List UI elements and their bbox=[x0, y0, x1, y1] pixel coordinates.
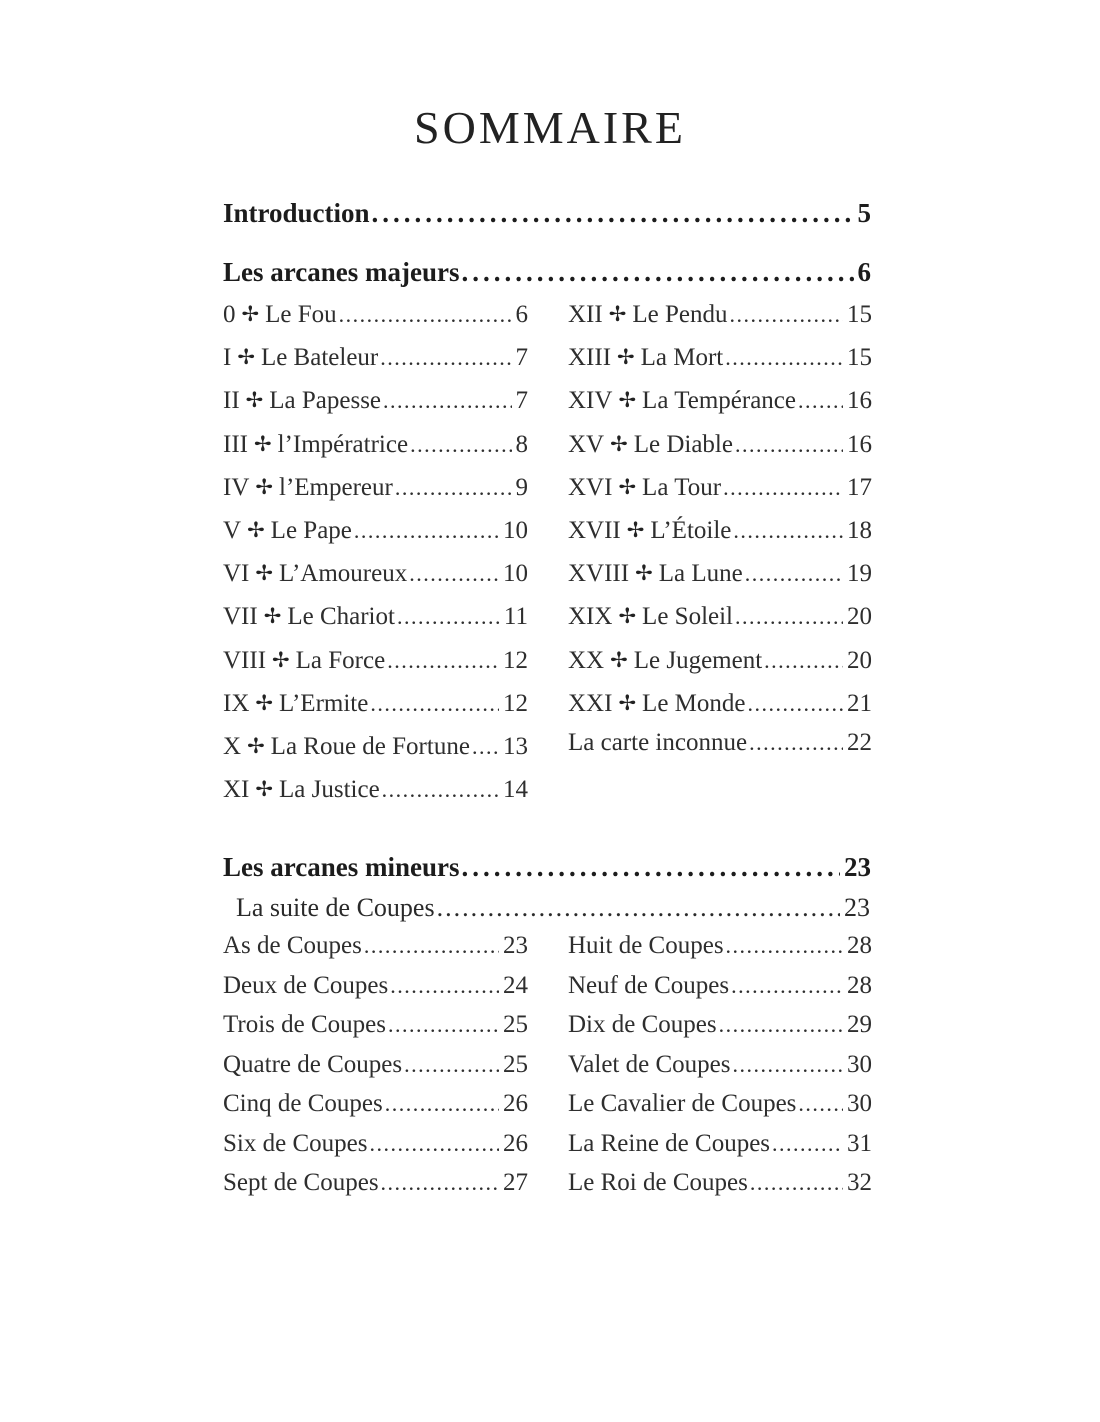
toc-entry-name: Le Bateleur bbox=[260, 344, 379, 372]
toc-entry-label bbox=[223, 690, 368, 718]
toc-entry-page: 26 bbox=[503, 1129, 528, 1157]
toc-entry-name: L’Étoile bbox=[650, 517, 732, 544]
toc-entry[interactable] bbox=[568, 387, 872, 415]
toc-entry-label bbox=[568, 1011, 717, 1039]
dot-leader bbox=[735, 604, 843, 630]
toc-entry-name: La Mort bbox=[640, 344, 724, 372]
toc-entry[interactable] bbox=[223, 932, 528, 960]
roman-numeral: III bbox=[223, 430, 248, 458]
cross-pattee-icon: ✢ bbox=[247, 518, 265, 542]
dot-leader bbox=[731, 973, 843, 999]
toc-heading-label: Introduction bbox=[223, 198, 370, 228]
roman-numeral: XIX bbox=[568, 603, 613, 631]
toc-heading-label: Les arcanes mineurs bbox=[223, 852, 460, 882]
toc-entry-label bbox=[568, 1130, 770, 1158]
roman-numeral: XIII bbox=[568, 344, 612, 372]
dot-leader bbox=[382, 777, 499, 803]
roman-numeral: IV bbox=[223, 473, 250, 501]
toc-entry-name: Huit de Coupes bbox=[568, 932, 724, 959]
toc-entry-page: 13 bbox=[503, 733, 528, 760]
roman-numeral: I bbox=[223, 344, 232, 372]
toc-entry-page: 20 bbox=[847, 646, 872, 674]
cross-pattee-icon: ✢ bbox=[272, 647, 290, 672]
toc-entry-label bbox=[223, 733, 470, 761]
roman-numeral: X bbox=[223, 733, 242, 760]
dot-leader bbox=[745, 561, 843, 587]
toc-entry[interactable] bbox=[223, 972, 528, 1000]
roman-numeral: XV bbox=[568, 430, 605, 458]
toc-entry-name: l’Impératrice bbox=[277, 430, 409, 458]
dot-leader bbox=[726, 933, 843, 959]
dot-leader bbox=[723, 475, 843, 501]
toc-entry[interactable] bbox=[568, 560, 872, 588]
toc-entry-label bbox=[568, 474, 721, 502]
cross-pattee-icon: ✢ bbox=[626, 518, 645, 542]
toc-entry[interactable] bbox=[568, 603, 872, 631]
toc-entry-page: 31 bbox=[847, 1129, 872, 1157]
toc-entry-name: Le Roi de Coupes bbox=[568, 1169, 748, 1196]
toc-entry[interactable] bbox=[223, 474, 528, 502]
roman-numeral: XVIII bbox=[568, 560, 630, 588]
toc-entry-name: Six de Coupes bbox=[223, 1129, 368, 1157]
toc-entry-label bbox=[223, 474, 393, 502]
toc-entry[interactable] bbox=[223, 517, 528, 545]
cross-pattee-icon: ✢ bbox=[617, 345, 635, 370]
roman-numeral: 0 bbox=[223, 301, 236, 328]
cross-pattee-icon: ✢ bbox=[610, 647, 628, 672]
toc-heading-page: 23 bbox=[844, 852, 871, 882]
toc-entry[interactable] bbox=[568, 972, 872, 1000]
dot-leader bbox=[381, 1170, 499, 1196]
roman-numeral: VII bbox=[223, 603, 258, 631]
toc-entry-name: La Force bbox=[295, 646, 386, 674]
toc-entry[interactable] bbox=[568, 1169, 872, 1197]
cross-pattee-icon: ✢ bbox=[618, 388, 637, 413]
toc-entry[interactable] bbox=[568, 1130, 872, 1158]
toc-entry-page: 28 bbox=[847, 932, 872, 959]
toc-entry-label bbox=[223, 603, 395, 631]
cross-pattee-icon: ✢ bbox=[618, 690, 637, 715]
toc-entry-name: As de Coupes bbox=[223, 932, 362, 959]
toc-heading-page: 5 bbox=[857, 198, 871, 228]
toc-entry-page: 16 bbox=[847, 387, 872, 415]
toc-entry[interactable] bbox=[223, 344, 528, 372]
toc-entry-name: La Tour bbox=[642, 473, 722, 501]
cross-pattee-icon: ✢ bbox=[255, 561, 273, 586]
toc-entry-label bbox=[223, 517, 352, 545]
toc-entry-label bbox=[223, 431, 408, 459]
toc-entry[interactable] bbox=[568, 1090, 872, 1118]
dot-leader bbox=[404, 1052, 499, 1078]
cross-pattee-icon: ✢ bbox=[608, 302, 627, 326]
roman-numeral: XI bbox=[223, 776, 250, 804]
toc-entry[interactable] bbox=[568, 301, 872, 329]
cross-pattee-icon: ✢ bbox=[253, 431, 272, 456]
cross-pattee-icon: ✢ bbox=[237, 345, 255, 370]
toc-entry-label bbox=[223, 560, 407, 588]
toc-entry-label bbox=[568, 344, 723, 372]
dot-leader bbox=[749, 730, 843, 756]
toc-entry-name: La Lune bbox=[658, 560, 743, 588]
dot-leader bbox=[388, 1012, 499, 1038]
toc-entry-label bbox=[223, 1090, 383, 1118]
cross-pattee-icon: ✢ bbox=[255, 690, 273, 715]
toc-entry[interactable] bbox=[223, 647, 528, 675]
dot-leader bbox=[390, 973, 499, 999]
roman-numeral: XVI bbox=[568, 473, 613, 501]
toc-subheading-suite-coupes[interactable] bbox=[236, 893, 870, 923]
toc-entry-name: Quatre de Coupes bbox=[223, 1050, 403, 1078]
toc-entry[interactable] bbox=[223, 776, 528, 804]
dot-leader bbox=[437, 893, 840, 923]
toc-entry-page: 9 bbox=[515, 473, 528, 501]
dot-leader bbox=[732, 1052, 843, 1078]
toc-entry-page: 7 bbox=[515, 344, 528, 372]
toc-entry-name: La Papesse bbox=[269, 387, 382, 415]
toc-entry-name: La carte inconnue bbox=[568, 729, 748, 756]
toc-entry-page: 30 bbox=[847, 1090, 872, 1117]
toc-entry-page: 12 bbox=[503, 646, 528, 674]
page-title: SOMMAIRE bbox=[414, 101, 686, 153]
toc-entry-page: 19 bbox=[847, 560, 872, 588]
toc-entry-page: 28 bbox=[847, 971, 872, 999]
toc-heading-page: 6 bbox=[857, 257, 871, 287]
toc-entry-label bbox=[568, 603, 733, 631]
toc-entry-label bbox=[223, 1169, 379, 1197]
toc-entry[interactable] bbox=[223, 733, 528, 761]
cross-pattee-icon: ✢ bbox=[255, 777, 273, 802]
toc-entry[interactable] bbox=[568, 517, 872, 545]
dot-leader bbox=[461, 257, 853, 288]
toc-entry-label bbox=[223, 1130, 367, 1158]
toc-entry-page: 29 bbox=[847, 1011, 872, 1038]
toc-entry[interactable] bbox=[568, 1011, 872, 1039]
toc-entry-name: Trois de Coupes bbox=[223, 1011, 386, 1038]
toc-entry-name: Le Monde bbox=[642, 689, 746, 717]
toc-entry[interactable] bbox=[568, 647, 872, 675]
dot-leader bbox=[729, 302, 843, 328]
toc-entry-page: 15 bbox=[847, 301, 872, 328]
toc-heading-introduction[interactable] bbox=[223, 198, 871, 229]
toc-entry-label bbox=[568, 932, 724, 960]
roman-numeral: XII bbox=[568, 301, 603, 328]
dot-leader bbox=[798, 1091, 843, 1117]
dot-leader bbox=[719, 1012, 843, 1038]
toc-subheading-label: La suite de Coupes bbox=[236, 893, 435, 922]
toc-entry-name: l’Empereur bbox=[279, 473, 393, 501]
dot-leader bbox=[772, 1131, 843, 1157]
toc-entry-page: 15 bbox=[847, 344, 872, 372]
toc-entry-name: Neuf de Coupes bbox=[568, 971, 730, 999]
toc-entry[interactable] bbox=[568, 690, 872, 718]
dot-leader bbox=[339, 302, 512, 328]
cross-pattee-icon: ✢ bbox=[635, 561, 653, 586]
toc-heading-arcanes-mineurs[interactable] bbox=[223, 852, 871, 883]
dot-leader bbox=[733, 518, 843, 544]
toc-entry[interactable] bbox=[223, 560, 528, 588]
toc-entry-name: La Reine de Coupes bbox=[568, 1129, 771, 1157]
toc-entry-page: 32 bbox=[847, 1169, 872, 1196]
dot-leader bbox=[395, 475, 512, 501]
toc-entry-label bbox=[568, 560, 743, 588]
toc-entry[interactable] bbox=[223, 690, 528, 718]
dot-leader bbox=[764, 648, 843, 674]
roman-numeral: IX bbox=[223, 689, 250, 717]
toc-entry-label bbox=[568, 1051, 730, 1079]
roman-numeral: VIII bbox=[223, 646, 267, 674]
toc-entry-page: 21 bbox=[847, 689, 872, 717]
toc-subheading-page: 23 bbox=[844, 893, 870, 922]
toc-heading-arcanes-majeurs[interactable] bbox=[223, 257, 871, 288]
toc-entry-label bbox=[568, 517, 731, 545]
toc-entry-name: Le Cavalier de Coupes bbox=[568, 1090, 797, 1117]
toc-entry-name: Cinq de Coupes bbox=[223, 1090, 383, 1117]
roman-numeral: XIV bbox=[568, 387, 613, 415]
toc-entry-page: 24 bbox=[503, 971, 528, 999]
toc-entry-page: 18 bbox=[847, 517, 872, 544]
cross-pattee-icon: ✢ bbox=[263, 604, 282, 629]
toc-heading-label: Les arcanes majeurs bbox=[223, 257, 460, 287]
toc-entry-page: 10 bbox=[503, 560, 528, 588]
toc-entry-name: Valet de Coupes bbox=[568, 1050, 731, 1078]
dot-leader bbox=[735, 432, 843, 458]
toc-entry[interactable] bbox=[223, 1130, 528, 1158]
toc-entry-name: L’Ermite bbox=[279, 689, 369, 717]
toc-entry-name: La Roue de Fortune bbox=[270, 733, 470, 760]
toc-entry-page: 7 bbox=[515, 387, 528, 415]
toc-entry[interactable] bbox=[568, 932, 872, 960]
toc-entry-label bbox=[223, 776, 380, 804]
dot-leader bbox=[397, 604, 500, 630]
toc-entry[interactable] bbox=[223, 431, 528, 459]
dot-leader bbox=[472, 734, 499, 760]
toc-entry-page: 10 bbox=[503, 517, 528, 544]
toc-entry-page: 27 bbox=[503, 1169, 528, 1196]
toc-entry-name: Le Fou bbox=[265, 301, 337, 328]
toc-entry-label bbox=[223, 1011, 386, 1039]
dot-leader bbox=[798, 388, 843, 414]
toc-entry[interactable] bbox=[568, 431, 872, 459]
roman-numeral: V bbox=[223, 517, 242, 544]
dot-leader bbox=[387, 648, 499, 674]
toc-entry-label bbox=[223, 344, 378, 372]
dot-leader bbox=[409, 561, 499, 587]
toc-entry-label bbox=[223, 647, 385, 675]
toc-entry[interactable] bbox=[223, 1011, 528, 1039]
toc-entry-page: 12 bbox=[503, 689, 528, 717]
toc-entry-name: Le Pape bbox=[270, 517, 352, 544]
dot-leader bbox=[354, 518, 499, 544]
toc-entry-page: 11 bbox=[503, 603, 528, 631]
toc-entry-name: Le Jugement bbox=[633, 646, 763, 674]
dot-leader bbox=[369, 1131, 499, 1157]
toc-entry-page: 30 bbox=[847, 1050, 872, 1078]
dot-leader bbox=[364, 933, 499, 959]
roman-numeral: XXI bbox=[568, 689, 613, 717]
toc-entry-page: 14 bbox=[503, 776, 528, 804]
dot-leader bbox=[370, 691, 499, 717]
cross-pattee-icon: ✢ bbox=[618, 474, 637, 499]
cross-pattee-icon: ✢ bbox=[245, 388, 264, 413]
dot-leader bbox=[750, 1170, 843, 1196]
toc-entry-name: La Justice bbox=[279, 776, 380, 804]
dot-leader bbox=[410, 432, 511, 458]
toc-entry-name: Le Diable bbox=[633, 430, 733, 458]
toc-entry[interactable] bbox=[223, 387, 528, 415]
roman-numeral: XX bbox=[568, 646, 605, 674]
toc-entry-label bbox=[568, 647, 762, 675]
roman-numeral: VI bbox=[223, 560, 250, 588]
toc-entry-page: 20 bbox=[847, 603, 872, 631]
toc-entry-page: 26 bbox=[503, 1090, 528, 1117]
toc-entry[interactable] bbox=[223, 1090, 528, 1118]
cross-pattee-icon: ✢ bbox=[255, 474, 273, 499]
cross-pattee-icon: ✢ bbox=[610, 431, 628, 456]
cross-pattee-icon: ✢ bbox=[618, 604, 637, 629]
toc-entry-label bbox=[568, 690, 746, 718]
toc-entry-label bbox=[568, 1090, 796, 1118]
dot-leader bbox=[372, 198, 854, 229]
toc-entry-page: 8 bbox=[515, 430, 528, 458]
toc-entry-page: 25 bbox=[503, 1011, 528, 1038]
dot-leader bbox=[725, 345, 843, 371]
toc-entry-name: Le Pendu bbox=[632, 301, 728, 328]
toc-entry-name: Deux de Coupes bbox=[223, 971, 389, 999]
toc-entry[interactable] bbox=[223, 301, 528, 329]
toc-entry-page: 23 bbox=[503, 932, 528, 959]
toc-entry-page: 22 bbox=[847, 729, 872, 756]
dot-leader bbox=[383, 388, 511, 414]
roman-numeral: XVII bbox=[568, 517, 621, 544]
toc-entry-name: Dix de Coupes bbox=[568, 1011, 717, 1038]
cross-pattee-icon: ✢ bbox=[247, 734, 265, 758]
cross-pattee-icon: ✢ bbox=[241, 302, 260, 326]
dot-leader bbox=[462, 852, 841, 883]
toc-entry-label bbox=[568, 387, 796, 415]
toc-entry-name: Le Chariot bbox=[287, 603, 395, 631]
toc-entry-page: 17 bbox=[847, 473, 872, 501]
toc-entry-label bbox=[568, 301, 727, 329]
roman-numeral: II bbox=[223, 387, 240, 415]
toc-entry-page: 6 bbox=[515, 301, 528, 328]
toc-entry-name: La Tempérance bbox=[642, 387, 796, 415]
dot-leader bbox=[748, 691, 844, 717]
toc-entry-label bbox=[223, 972, 388, 1000]
toc-entry-label bbox=[568, 1169, 748, 1197]
toc-entry-label bbox=[223, 387, 381, 415]
toc-entry[interactable] bbox=[223, 1051, 528, 1079]
dot-leader bbox=[385, 1091, 499, 1117]
dot-leader bbox=[380, 345, 511, 371]
toc-entry[interactable] bbox=[568, 1051, 872, 1079]
toc-entry-page: 16 bbox=[847, 430, 872, 458]
toc-entry[interactable] bbox=[223, 603, 528, 631]
toc-entry-name: Sept de Coupes bbox=[223, 1169, 379, 1196]
toc-entry-label bbox=[223, 301, 337, 329]
toc-entry-name: Le Soleil bbox=[642, 603, 734, 631]
toc-entry[interactable] bbox=[568, 474, 872, 502]
toc-entry[interactable] bbox=[568, 344, 872, 372]
toc-entry-page: 25 bbox=[503, 1050, 528, 1078]
toc-entry[interactable] bbox=[223, 1169, 528, 1197]
toc-entry-label bbox=[568, 972, 729, 1000]
toc-entry-name: L’Amoureux bbox=[279, 560, 408, 588]
toc-entry-label bbox=[568, 431, 733, 459]
toc-entry-label bbox=[223, 932, 362, 960]
toc-entry-label bbox=[223, 1051, 402, 1079]
toc-entry-carte-inconnue[interactable] bbox=[568, 729, 872, 757]
